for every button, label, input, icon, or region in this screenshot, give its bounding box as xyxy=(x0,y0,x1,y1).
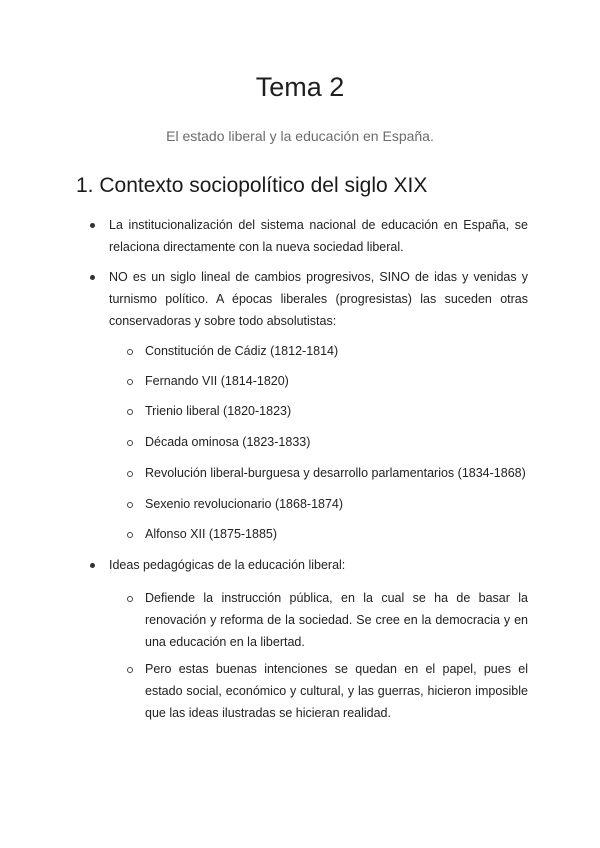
list-item xyxy=(145,587,528,653)
list-item-text: Revolución liberal-burguesa y desarrollo parlamentarios (1834-1868) xyxy=(145,466,526,480)
list-item-text: La institucionalización del sistema nacional de educación en España, se relaciona directamente con la nueva sociedad liberal. xyxy=(109,218,528,254)
section-heading: 1. Contexto sociopolítico del siglo XIX xyxy=(76,174,428,197)
list-item xyxy=(109,554,528,576)
list-item xyxy=(145,431,528,453)
list-item-text: Ideas pedagógicas de la educación liberal: xyxy=(109,558,346,572)
list-item xyxy=(145,493,528,515)
list-item xyxy=(145,658,528,724)
list-item-text: Constitución de Cádiz (1812-1814) xyxy=(145,344,339,358)
list-item xyxy=(145,370,528,392)
list-item-text: Pero estas buenas intenciones se quedan en el papel, pues el estado social, económico y cultural, y las guerras, hicieron imposible que las ideas ilustradas se hicieran realidad. xyxy=(145,662,528,720)
list-item-text: Década ominosa (1823-1833) xyxy=(145,435,311,449)
list-item xyxy=(145,340,528,362)
list-item xyxy=(145,523,528,545)
list-item-text: Fernando VII (1814-1820) xyxy=(145,374,289,388)
list-item-text: Alfonso XII (1875-1885) xyxy=(145,527,278,541)
list-item xyxy=(109,266,528,332)
list-item-text: Defiende la instrucción pública, en la cual se ha de basar la renovación y reforma de la sociedad. Se cree en la democracia y en una educación en la libertad. xyxy=(145,591,528,649)
document-subtitle: El estado liberal y la educación en España. xyxy=(166,128,434,144)
list-item-text: Trienio liberal (1820-1823) xyxy=(145,404,292,418)
list-item-text: NO es un siglo lineal de cambios progresivos, SINO de idas y venidas y turnismo político. A épocas liberales (progresistas) las suceden otras conservadoras y sobre todo absolutistas: xyxy=(109,270,528,328)
document-title: Tema 2 xyxy=(255,72,345,102)
list-item xyxy=(145,400,528,422)
list-item xyxy=(109,214,528,258)
list-item xyxy=(145,462,528,484)
list-item-text: Sexenio revolucionario (1868-1874) xyxy=(145,497,344,511)
